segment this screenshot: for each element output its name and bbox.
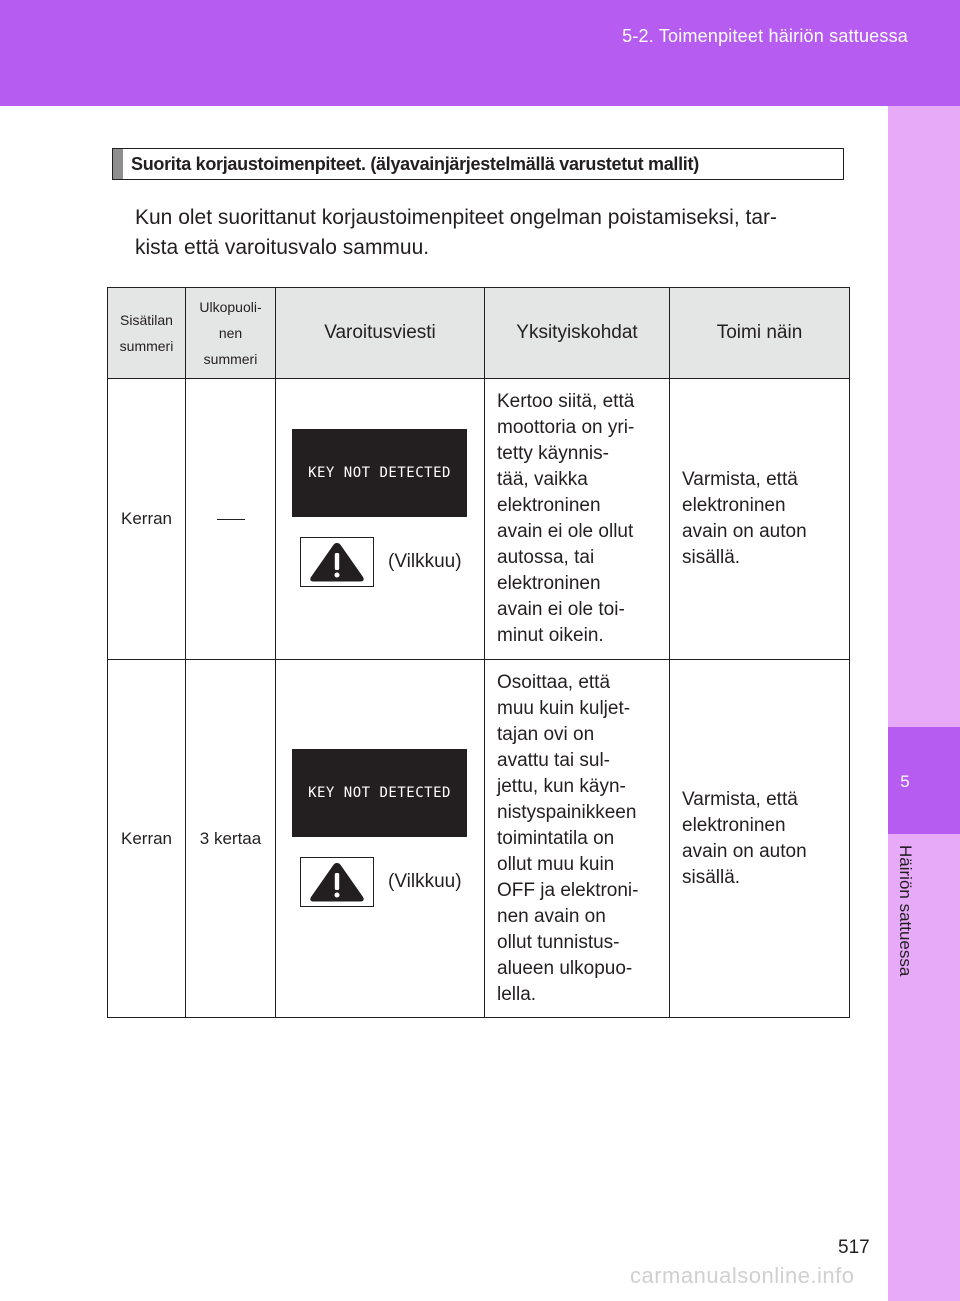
details-cell bbox=[485, 660, 670, 1018]
chapter-side-tab bbox=[888, 106, 960, 1301]
details-line: moottoria on yri- bbox=[497, 417, 635, 438]
intro-paragraph bbox=[135, 203, 855, 263]
details-line: avain ei ole ollut bbox=[497, 521, 634, 542]
details-line: nen avain on bbox=[497, 905, 606, 927]
details-line: tajan ovi on bbox=[497, 723, 595, 745]
chapter-label: Häiriön sattuessa bbox=[896, 845, 915, 977]
details-line: autossa, tai bbox=[497, 547, 595, 568]
interior-buzzer-cell: Kerran bbox=[108, 660, 186, 1018]
header-text: summeri bbox=[119, 338, 174, 354]
action-line: sisällä. bbox=[682, 547, 741, 568]
details-line: OFF ja elektroni- bbox=[497, 879, 639, 901]
warning-message-cell bbox=[276, 379, 485, 660]
header-details: Yksityiskohdat bbox=[485, 288, 670, 379]
header-band bbox=[0, 0, 960, 106]
section-header-title: 5-2. Toimenpiteet häiriön sattuessa bbox=[622, 26, 908, 46]
details-line: minut oikein. bbox=[497, 625, 604, 646]
warning-table bbox=[107, 287, 850, 1018]
multi-info-display: KEY NOT DETECTED bbox=[292, 429, 467, 517]
header-warning-message: Varoitusviesti bbox=[276, 288, 485, 379]
header-text: Sisätilan bbox=[120, 312, 173, 328]
details-line: lella. bbox=[497, 983, 537, 1005]
warning-triangle-icon bbox=[308, 541, 366, 583]
blink-label: (Vilkkuu) bbox=[388, 870, 462, 892]
action-line: elektroninen bbox=[682, 814, 786, 836]
header-text: Ulkopuoli- bbox=[199, 299, 262, 315]
action-line: avain on auton bbox=[682, 521, 807, 542]
details-line: tää, vaikka bbox=[497, 469, 588, 490]
header-text: summeri bbox=[203, 351, 258, 367]
chapter-number: 5 bbox=[900, 772, 910, 791]
header-exterior-buzzer bbox=[186, 288, 276, 379]
action-line: sisällä. bbox=[682, 866, 741, 888]
exterior-buzzer-cell: 3 kertaa bbox=[186, 660, 276, 1018]
warning-light-box bbox=[300, 537, 374, 587]
details-line: tetty käynnis- bbox=[497, 443, 609, 464]
action-line: avain on auton bbox=[682, 840, 807, 862]
intro-line-2: kista että varoitusvalo sammuu. bbox=[135, 236, 430, 259]
heading-stripe bbox=[113, 149, 123, 179]
page-number: 517 bbox=[838, 1237, 870, 1258]
section-heading-box bbox=[112, 148, 844, 180]
details-cell bbox=[485, 379, 670, 660]
details-line: avattu tai sul- bbox=[497, 749, 610, 771]
details-line: alueen ulkopuo- bbox=[497, 957, 633, 979]
details-line: toimintatila on bbox=[497, 827, 615, 849]
action-line: Varmista, että bbox=[682, 469, 798, 490]
action-line: elektroninen bbox=[682, 495, 786, 516]
watermark: carmanualsonline.info bbox=[630, 1263, 855, 1288]
details-line: muu kuin kuljet- bbox=[497, 697, 631, 719]
details-line: Osoittaa, että bbox=[497, 671, 611, 693]
warning-triangle-icon bbox=[308, 861, 366, 903]
header-interior-buzzer bbox=[108, 288, 186, 379]
table-row bbox=[108, 379, 850, 660]
details-line: jettu, kun käyn- bbox=[497, 775, 626, 797]
details-line: avain ei ole toi- bbox=[497, 599, 625, 620]
warning-message-cell bbox=[276, 660, 485, 1018]
table-header-row bbox=[108, 288, 850, 379]
blink-label: (Vilkkuu) bbox=[388, 551, 462, 572]
intro-line-1: Kun olet suorittanut korjaustoimenpiteet ongelman poistamiseksi, tar- bbox=[135, 206, 777, 229]
section-heading: Suorita korjaustoimenpiteet. (älyavainjärjestelmällä varustetut mallit) bbox=[131, 154, 699, 174]
details-line: ollut tunnistus- bbox=[497, 931, 620, 953]
header-text: nen bbox=[218, 325, 243, 341]
display-illustration bbox=[276, 749, 484, 929]
details-line: nistyspainikkeen bbox=[497, 801, 637, 823]
warning-light-box bbox=[300, 857, 374, 907]
action-line: Varmista, että bbox=[682, 788, 798, 810]
action-cell bbox=[670, 379, 850, 660]
dash-icon bbox=[217, 519, 245, 520]
action-cell bbox=[670, 660, 850, 1018]
interior-buzzer-cell: Kerran bbox=[108, 379, 186, 660]
details-line: elektroninen bbox=[497, 573, 601, 594]
table-row bbox=[108, 660, 850, 1018]
details-line: ollut muu kuin bbox=[497, 853, 615, 875]
header-action: Toimi näin bbox=[670, 288, 850, 379]
details-line: Kertoo siitä, että bbox=[497, 391, 635, 412]
display-illustration bbox=[276, 429, 484, 609]
details-line: elektroninen bbox=[497, 495, 601, 516]
multi-info-display: KEY NOT DETECTED bbox=[292, 749, 467, 837]
exterior-buzzer-cell bbox=[186, 379, 276, 660]
